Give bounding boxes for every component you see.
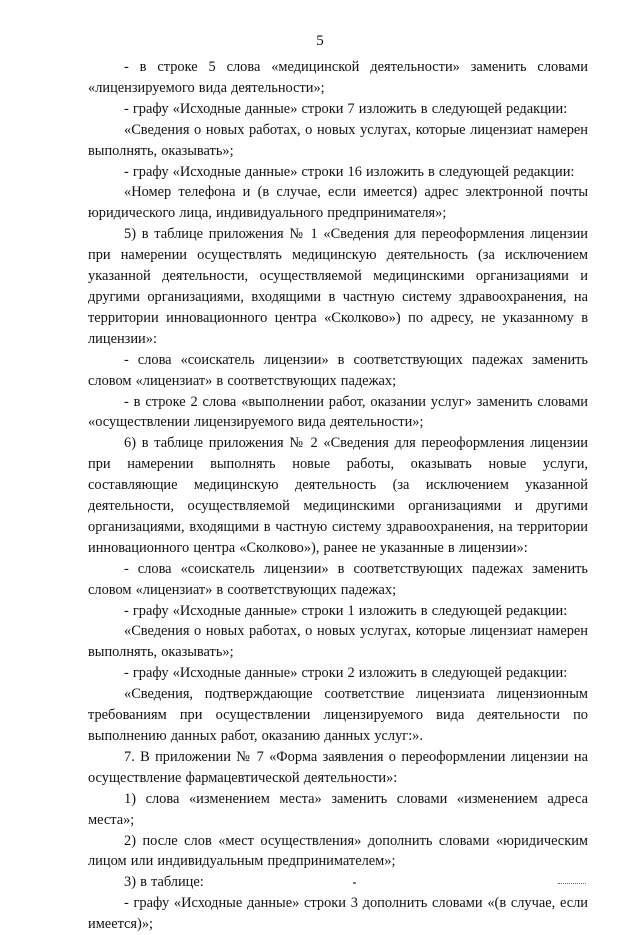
document-body — [88, 57, 588, 935]
paragraph: - графу «Исходные данные» строки 1 изложить в следующей редакции: — [124, 602, 568, 619]
paragraph: - в строке 2 слова «выполнении работ, оказании услуг» заменить словами «осуществлении лицензируемого вида деятельности»; — [88, 393, 588, 431]
scan-mark — [353, 882, 356, 884]
paragraph: 3) в таблице: — [124, 874, 204, 891]
footer-marks — [0, 880, 640, 890]
paragraph: - слова «соискатель лицензии» в соответствующих падежах заменить словом «лицензиат» в соответствующих падежах; — [88, 351, 588, 389]
paragraph: 5) в таблице приложения № 1 «Сведения для переоформления лицензии при намерении осуществлять медицинскую деятельность (за исключением указанной деятельности, осуществляемой медицинскими организациями и другими организациями, входящими в частную систему здравоохранения, на территории инновационного центра «Сколково») по адресу, не указанному в лицензии»: — [88, 226, 588, 347]
paragraph: «Сведения о новых работах, о новых услугах, которые лицензиат намерен выполнять, оказывать»; — [88, 121, 588, 159]
paragraph: 6) в таблице приложения № 2 «Сведения для переоформления лицензии при намерении выполнять новые работы, оказывать новые услуги, составляющие медицинскую деятельность (за исключением указанной деятельности, осуществляемой медицинскими организациями и другими организациями, входящими в частную систему здравоохранения, на территории инновационного центра «Сколково»), ранее не указанные в лицензии»: — [88, 435, 588, 556]
paragraph: - слова «соискатель лицензии» в соответствующих падежах заменить словом «лицензиат» в соответствующих падежах; — [88, 560, 588, 598]
paragraph: 1) слова «изменением места» заменить словами «изменением адреса места»; — [88, 790, 588, 828]
paragraph: - графу «Исходные данные» строки 7 изложить в следующей редакции: — [124, 100, 568, 117]
paragraph: «Номер телефона и (в случае, если имеется) адрес электронной почты юридического лица, индивидуального предпринимателя»; — [88, 184, 588, 222]
paragraph: - графу «Исходные данные» строки 16 изложить в следующей редакции: — [124, 163, 575, 180]
paragraph: «Сведения о новых работах, о новых услугах, которые лицензиат намерен выполнять, оказывать»; — [88, 623, 588, 661]
dotted-line — [558, 883, 586, 885]
paragraph: - графу «Исходные данные» строки 3 дополнить словами «(в случае, если имеется)»; — [88, 895, 588, 933]
paragraph: - графу «Исходные данные» строки 2 изложить в следующей редакции: — [124, 665, 568, 682]
page-number: 5 — [316, 33, 324, 49]
paragraph: 7. В приложении № 7 «Форма заявления о переоформлении лицензии на осуществление фармацевтической деятельности»: — [88, 748, 588, 786]
paragraph: 2) после слов «мест осуществления» дополнить словами «юридическим лицом или индивидуальным предпринимателем»; — [88, 832, 588, 870]
paragraph: «Сведения, подтверждающие соответствие лицензиата лицензионным требованиям при осуществлении лицензируемого вида деятельности по выполнению данных работ, оказанию данных услуг:». — [88, 686, 588, 744]
paragraph: - в строке 5 слова «медицинской деятельности» заменить словами «лицензируемого вида деятельности»; — [88, 59, 588, 96]
